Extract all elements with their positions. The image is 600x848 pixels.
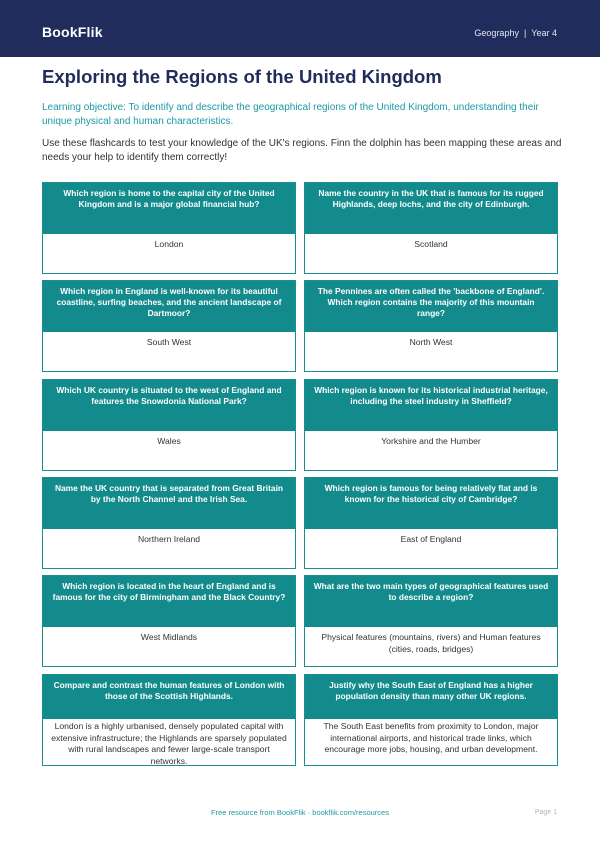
flashcard-answer: The South East benefits from proximity to London, major international airports, and historical trade links, which encourage more jobs, housing, and urban development. [323, 721, 539, 754]
brand-logo: BookFlik [42, 24, 103, 40]
flashcard-answer: Wales [157, 436, 181, 446]
flashcard-question: Which UK country is situated to the west of England and features the Snowdonia National Park? [43, 380, 295, 431]
flashcard [304, 280, 558, 372]
header-bar [0, 0, 600, 57]
flashcard [304, 674, 558, 766]
flashcard-answer: South West [146, 337, 192, 347]
flashcard [304, 182, 558, 274]
flashcard [42, 280, 296, 372]
page-title: Exploring the Regions of the United Kingdom [42, 66, 442, 87]
flashcard-answer: Scotland [414, 239, 448, 249]
flashcard-answer: London [154, 239, 184, 249]
flashcard [42, 182, 296, 274]
flashcard [42, 674, 296, 766]
flashcard [304, 477, 558, 569]
subject-label: Geography [474, 28, 519, 38]
flashcard-question: Compare and contrast the human features of London with those of the Scottish Highlands. [43, 675, 295, 719]
flashcard-answer: Northern Ireland [137, 534, 201, 544]
flashcard-question: Which region in England is well-known for its beautiful coastline, surfing beaches, and the ancient landscape of Dartmoor? [43, 281, 295, 332]
learning-objective: Learning objective: To identify and describe the geographical regions of the United Kingdom, understanding their unique physical and human characteristics. [42, 102, 539, 127]
flashcard-answer: Physical features (mountains, rivers) and Human features (cities, roads, bridges) [321, 632, 541, 654]
subject-year [474, 28, 557, 38]
flashcard-question: Which region is famous for being relatively flat and is known for the historical city of Cambridge? [305, 478, 557, 529]
flashcard-question: Name the UK country that is separated from Great Britain by the North Channel and the Irish Sea. [43, 478, 295, 529]
meta-separator: | [523, 28, 527, 38]
flashcard-question: Which region is home to the capital city of the United Kingdom and is a major global financial hub? [43, 183, 295, 234]
flashcard [304, 379, 558, 471]
flashcard [42, 379, 296, 471]
intro-text: Use these flashcards to test your knowledge of the UK's regions. Finn the dolphin has been mapping these areas and needs your help to identify them correctly! [42, 138, 562, 163]
flashcard [304, 575, 558, 667]
flashcard-question: The Pennines are often called the 'backbone of England'. Which region contains the majority of this mountain range? [305, 281, 557, 332]
footer-credit: Free resource from BookFlik · bookflik.com/resources [211, 808, 389, 817]
flashcard-answer: North West [409, 337, 453, 347]
flashcard-question: Name the country in the UK that is famous for its rugged Highlands, deep lochs, and the city of Edinburgh. [305, 183, 557, 234]
flashcard-answer: London is a highly urbanised, densely populated capital with extensive infrastructure; the Highlands are sparsely populated with rural landscapes and fewer large-scale transport networks. [51, 721, 287, 766]
flashcard [42, 477, 296, 569]
flashcard-question: Which region is located in the heart of England and is famous for the city of Birmingham and the Black Country? [43, 576, 295, 627]
flashcard-question: Justify why the South East of England has a higher population density than many other UK regions. [305, 675, 557, 719]
flashcard-answer: West Midlands [140, 632, 198, 642]
flashcard-question: Which region is known for its historical industrial heritage, including the steel industry in Sheffield? [305, 380, 557, 431]
flashcard [42, 575, 296, 667]
flashcard-answer: East of England [400, 534, 462, 544]
page-number: Page 1 [534, 809, 557, 816]
year-label: Year 4 [531, 28, 557, 38]
flashcard-answer: Yorkshire and the Humber [381, 436, 481, 446]
flashcard-question: What are the two main types of geographical features used to describe a region? [305, 576, 557, 627]
